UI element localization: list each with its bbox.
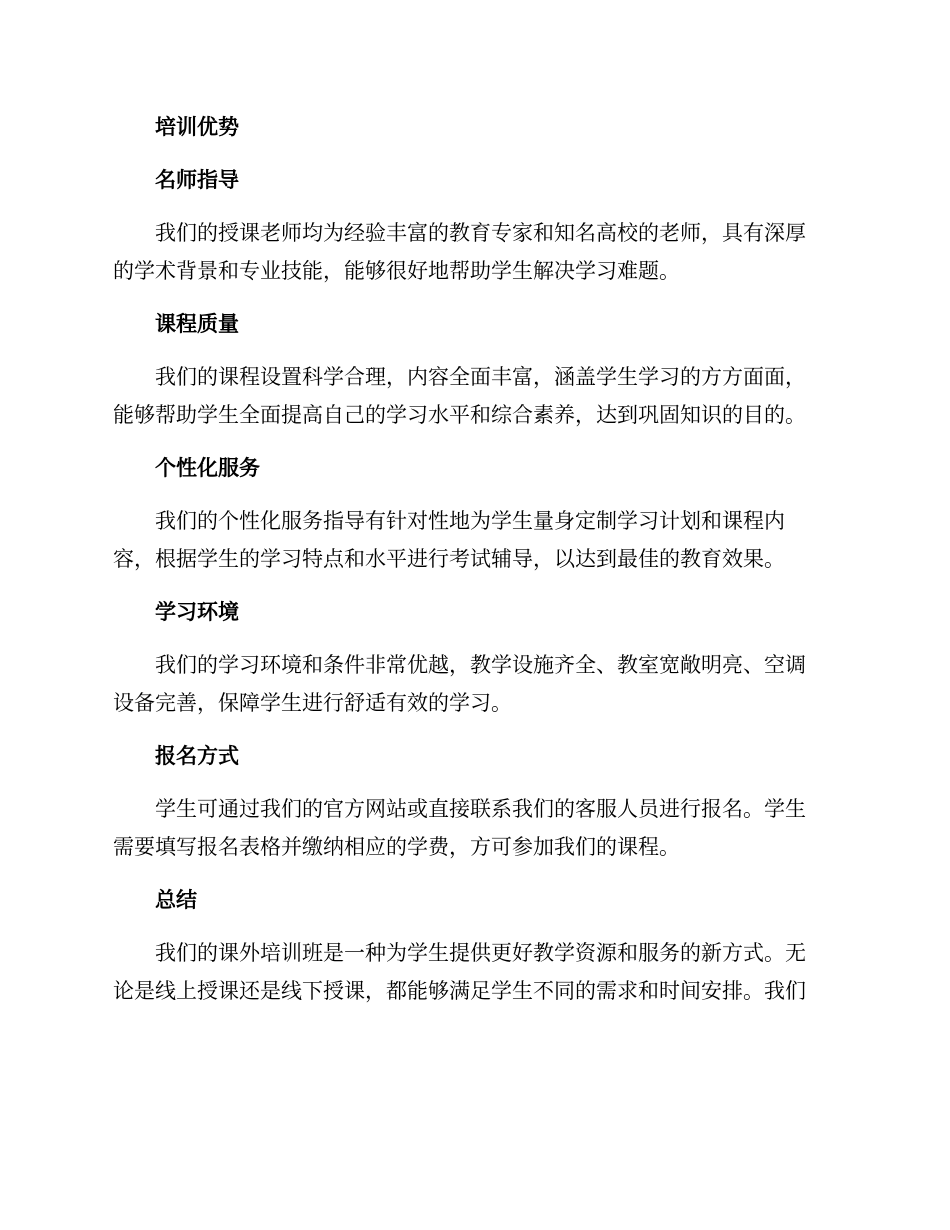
paragraph-line: 能够帮助学生全面提高自己的学习水平和综合素养，达到巩固知识的目的。 (113, 403, 806, 427)
paragraph-line: 学生可通过我们的官方网站或直接联系我们的客服人员进行报名。学生 (155, 797, 806, 821)
paragraph-learning-environment (113, 646, 835, 722)
paragraph-enrollment (113, 790, 835, 866)
section-heading-personalized-service: 个性化服务 (155, 456, 260, 480)
section-heading-learning-environment: 学习环境 (155, 600, 239, 624)
paragraph-line: 设备完善，保障学生进行舒适有效的学习。 (113, 691, 512, 715)
paragraph-course-quality (113, 358, 835, 434)
paragraph-line: 容，根据学生的学习特点和水平进行考试辅导，以达到最佳的教育效果。 (113, 547, 785, 571)
paragraph-line: 我们的课外培训班是一种为学生提供更好教学资源和服务的新方式。无 (155, 941, 806, 965)
paragraph-line: 我们的课程设置科学合理，内容全面丰富，涵盖学生学习的方方面面， (155, 365, 806, 389)
paragraph-line: 的学术背景和专业技能，能够很好地帮助学生解决学习难题。 (113, 259, 680, 283)
paragraph-personalized-service (113, 502, 835, 578)
paragraph-teachers (113, 214, 835, 290)
paragraph-line: 论是线上授课还是线下授课，都能够满足学生不同的需求和时间安排。我们 (113, 979, 806, 1003)
document-body (113, 108, 835, 1025)
paragraph-line: 需要填写报名表格并缴纳相应的学费，方可参加我们的课程。 (113, 835, 680, 859)
paragraph-line: 我们的学习环境和条件非常优越，教学设施齐全、教室宽敞明亮、空调 (155, 653, 806, 677)
section-heading-training-advantages: 培训优势 (155, 115, 239, 139)
section-heading-course-quality: 课程质量 (155, 312, 239, 336)
section-heading-enrollment: 报名方式 (155, 744, 239, 768)
paragraph-line: 我们的授课老师均为经验丰富的教育专家和知名高校的老师，具有深厚 (155, 221, 806, 245)
paragraph-line: 我们的个性化服务指导有针对性地为学生量身定制学习计划和课程内 (155, 509, 785, 533)
paragraph-summary (113, 934, 835, 1010)
section-heading-summary: 总结 (155, 888, 197, 912)
section-heading-teachers: 名师指导 (155, 168, 239, 192)
